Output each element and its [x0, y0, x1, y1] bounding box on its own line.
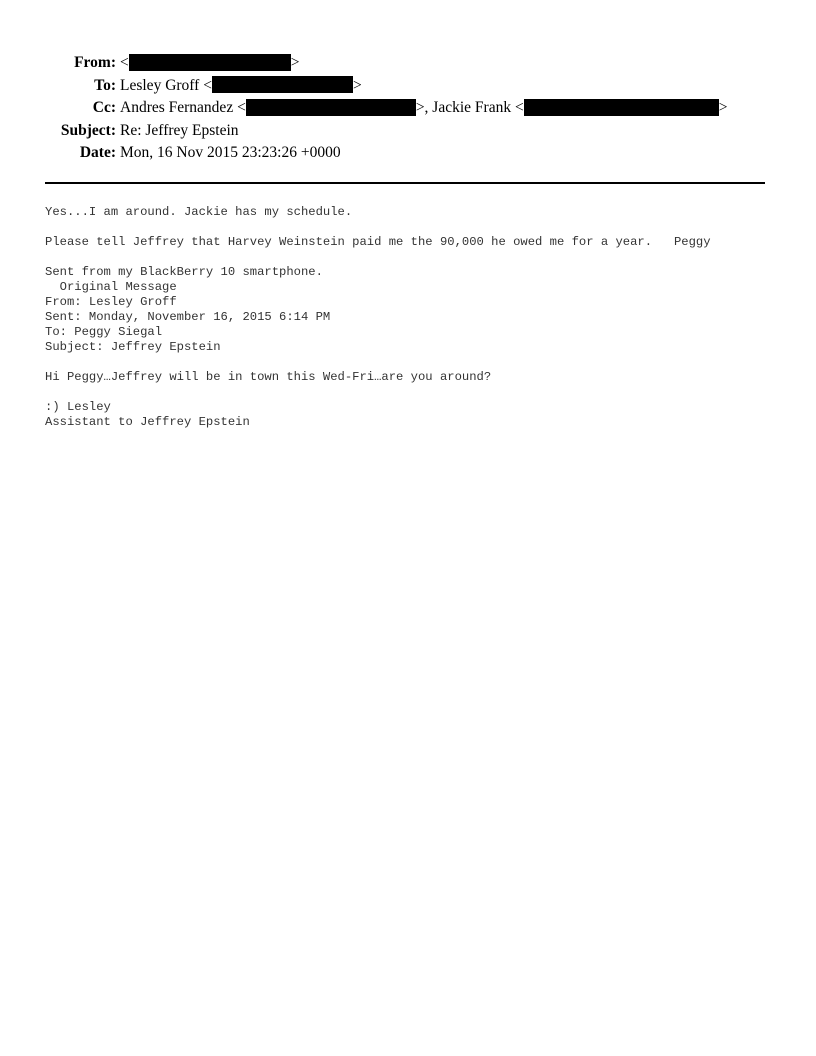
subject-row: [0, 120, 816, 143]
redaction-box: [246, 99, 416, 116]
body-line: Please tell Jeffrey that Harvey Weinstein paid me the 90,000 he owed me for a year. Peggy: [45, 235, 711, 249]
cc-separator: >, Jackie Frank <: [415, 99, 524, 116]
subject-label: Subject:: [60, 121, 116, 139]
subject-value: Re: Jeffrey Epstein: [120, 121, 239, 139]
from-close-bracket: >: [290, 54, 300, 71]
cc-name-1: Andres Fernandez <: [120, 99, 246, 116]
date-row: [0, 142, 816, 165]
to-label: To:: [94, 76, 116, 94]
email-body: [45, 205, 785, 430]
original-message-label: Original Message: [45, 280, 177, 294]
to-value: [120, 75, 362, 97]
signature-line: Sent from my BlackBerry 10 smartphone.: [45, 265, 323, 279]
quoted-signature-name: :) Lesley: [45, 400, 111, 414]
quoted-from: From: Lesley Groff: [45, 295, 177, 309]
cc-value: [120, 97, 727, 119]
date-value: Mon, 16 Nov 2015 23:23:26 +0000: [120, 144, 341, 161]
quoted-to: To: Peggy Siegal: [45, 325, 163, 339]
quoted-body-line: Hi Peggy…Jeffrey will be in town this Wed-Fri…are you around?: [45, 370, 492, 384]
body-line: Yes...I am around. Jackie has my schedule.: [45, 205, 353, 219]
from-open-bracket: <: [120, 54, 129, 71]
quoted-signature-title: Assistant to Jeffrey Epstein: [45, 415, 250, 429]
email-header: [0, 52, 816, 165]
redaction-box: [212, 76, 353, 93]
cc-label: Cc:: [92, 99, 116, 116]
to-row: [0, 75, 816, 98]
quoted-subject: Subject: Jeffrey Epstein: [45, 340, 221, 354]
to-name: Lesley Groff <: [120, 76, 212, 94]
quoted-sent: Sent: Monday, November 16, 2015 6:14 PM: [45, 310, 331, 324]
header-divider: [45, 182, 765, 184]
date-label: Date:: [79, 144, 116, 161]
from-value: [120, 52, 300, 74]
redaction-box: [524, 99, 719, 116]
cc-row: [0, 97, 816, 120]
redaction-box: [129, 54, 291, 71]
cc-close-bracket: >: [718, 99, 728, 116]
to-close-bracket: >: [352, 76, 362, 94]
from-label: From:: [74, 54, 116, 71]
from-row: [0, 52, 816, 75]
